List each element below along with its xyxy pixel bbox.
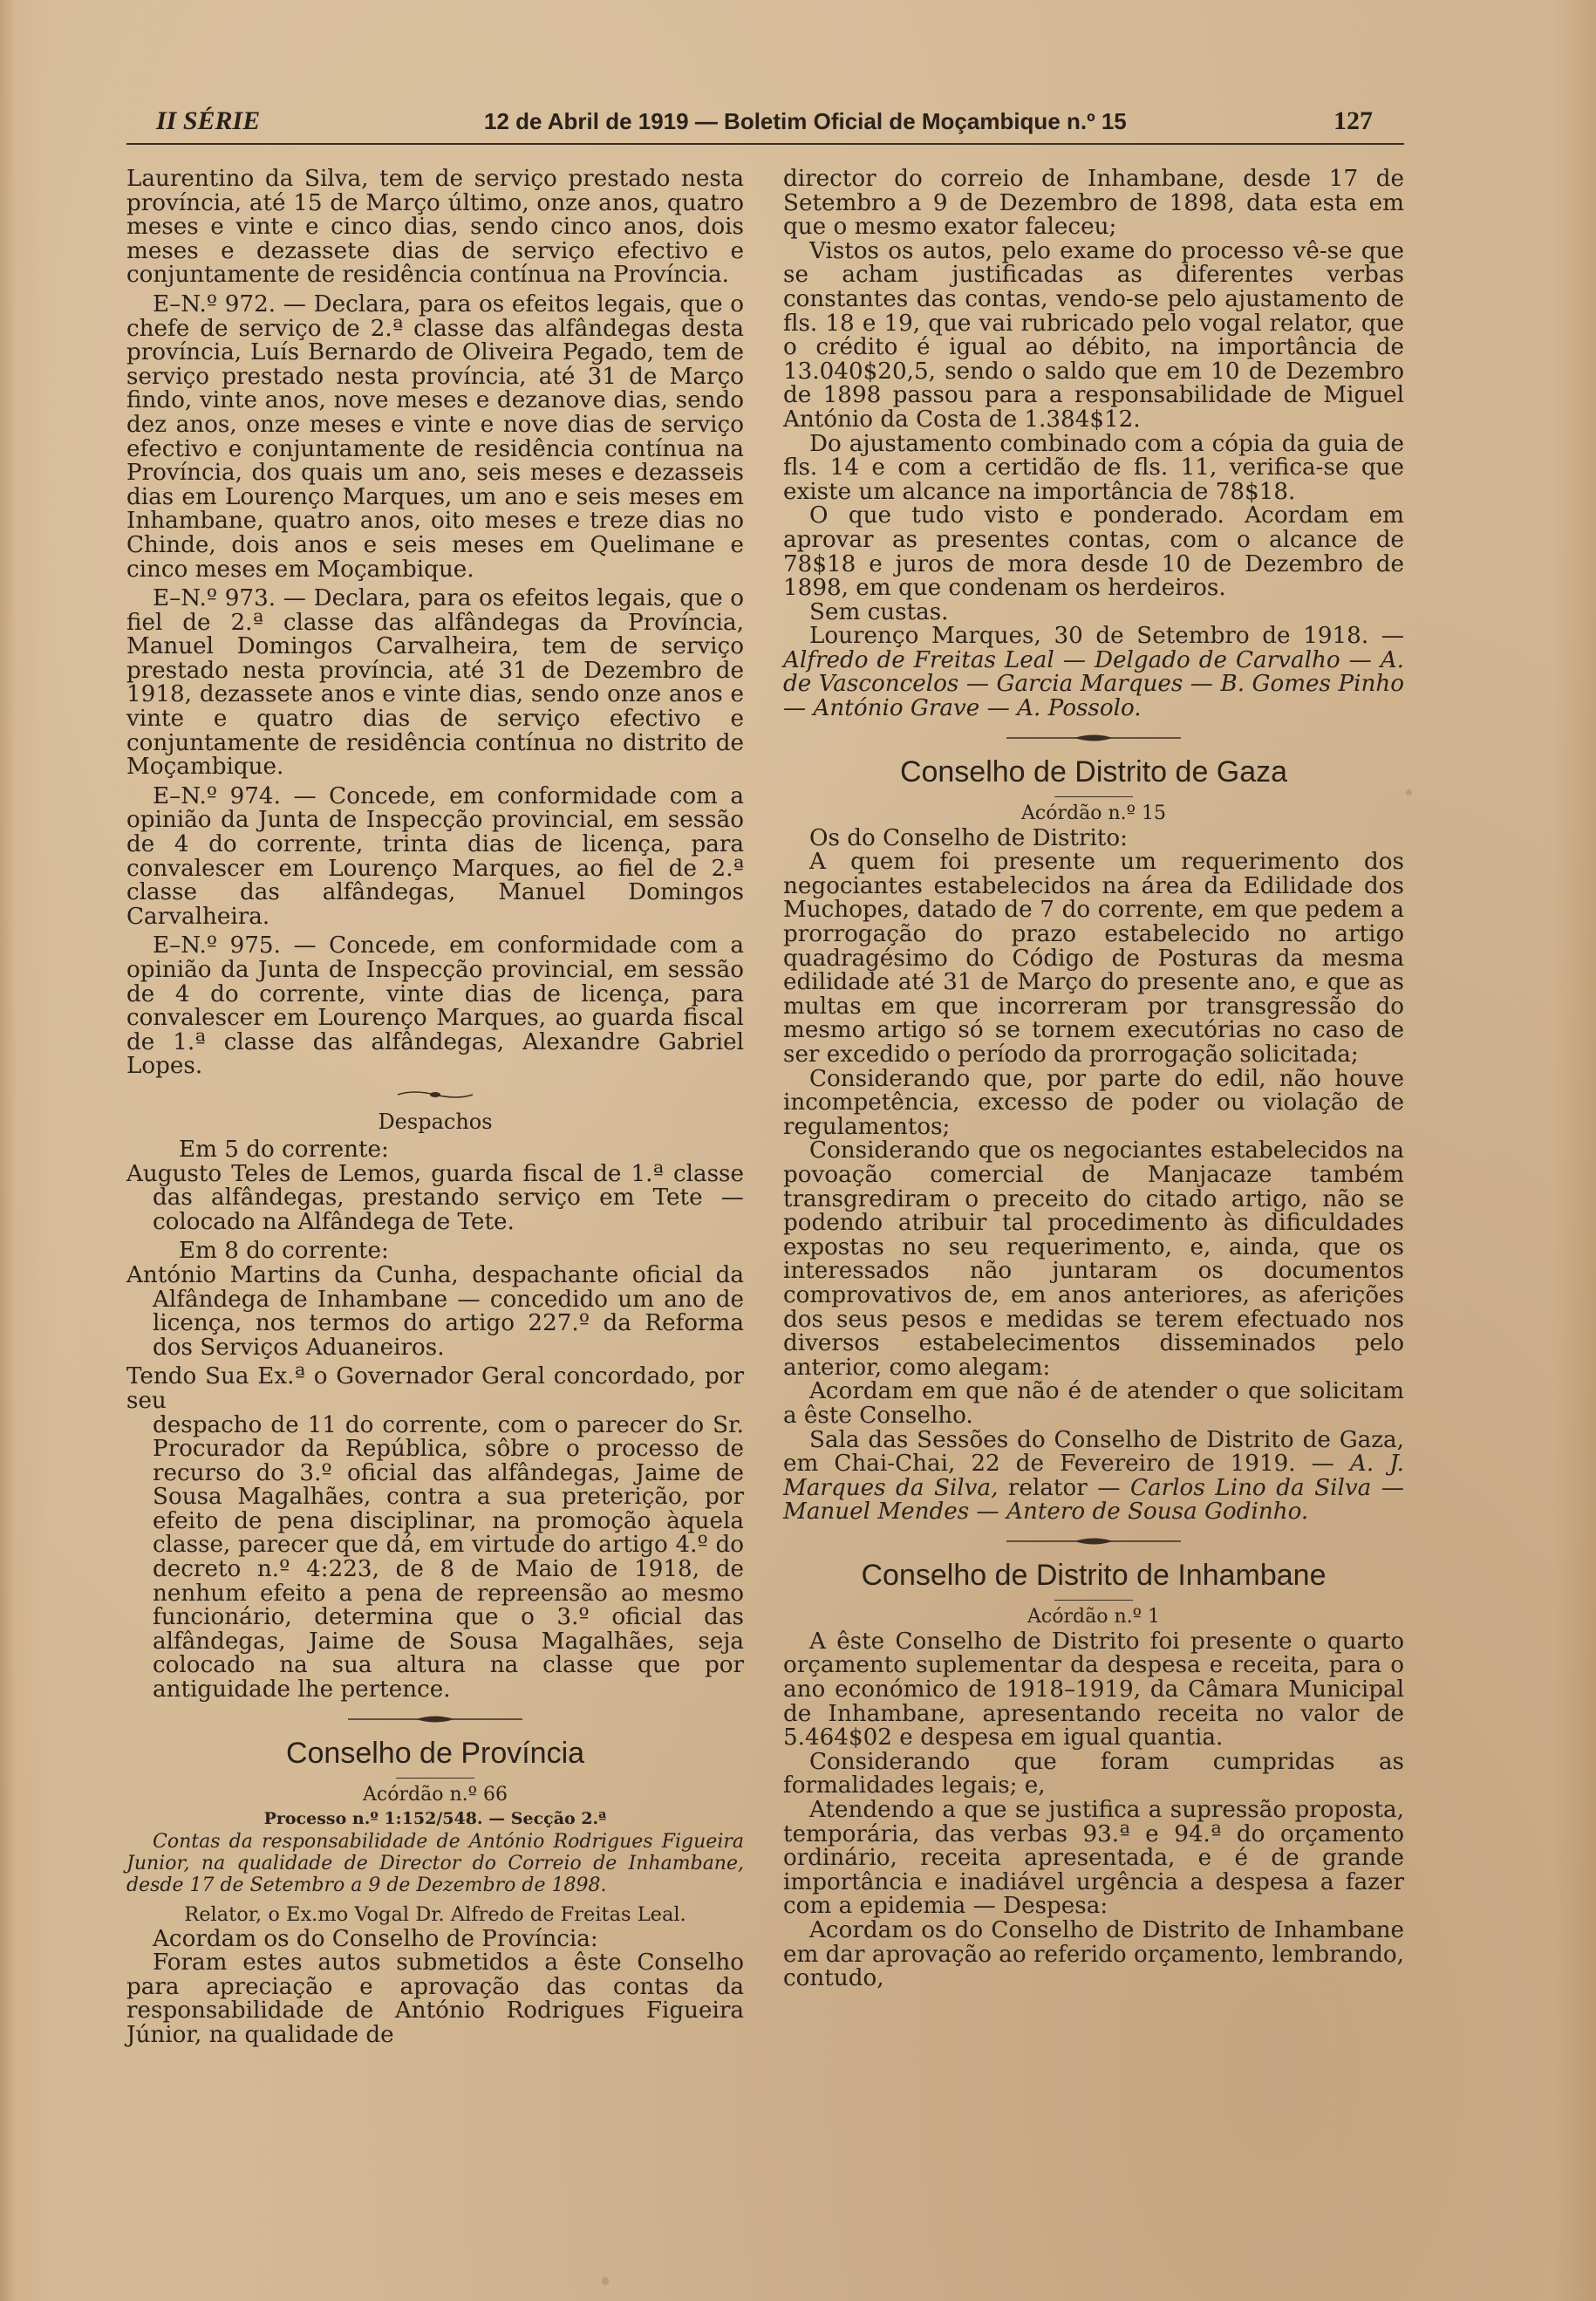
paragraph: A êste Conselho de Distrito foi presente o quarto orçamento suplementar da despesa e receita, para o ano económico de 1918–1919, da Câmara Municipal de Inhambane, apresentando receita no valor de 5.464$02 e despesa em igual quantia. xyxy=(783,1628,1404,1751)
ornament-divider xyxy=(1006,732,1181,744)
paragraph: Sem custas. xyxy=(809,598,949,625)
stain xyxy=(1406,789,1412,795)
paragraph: E–N.º 974. — Concede, em conformidade com a opinião da Junta de Inspecção provincial, em sessão de 4 do corrente, trinta dias de licença, para convalescer em Lourenço Marques, ao fiel de 2.ª classe das alfândegas, Manuel Domingos Carvalheira. xyxy=(126,782,744,930)
paragraph: E–N.º 973. — Declara, para os efeitos legais, que o fiel de 2.ª classe das alfândegas da Província, Manuel Domingos Carvalheira, tem de serviço prestado nesta província, até 31 de Dezembro de 1918, dezassete anos e vinte dias, sendo onze anos e vinte e quatro dias de serviço efectivo e conjuntamente de residência contínua no distrito de Moçambique. xyxy=(126,585,744,781)
signature-paragraph xyxy=(783,1426,1404,1526)
process-number: Processo n.º 1:152/548. — Secção 2.ª xyxy=(263,1808,607,1828)
section-title: Conselho de Distrito de Inhambane xyxy=(861,1558,1327,1592)
dispatch-text: despacho de 11 do corrente, com o parecer do Sr. Procurador da República, sôbre o processo de recurso do 3.º oficial das alfândegas, Jaime de Sousa Magalhães, contra a sua preterição, por efeito de pena disciplinar, na promoção àquela classe, parecer que dá, em virtude do artigo 4.º do decreto n.º 4:223, de 8 de Maio de 1918, de nenhum efeito a pena de repreensão ao mesmo funcionário, determina que o 3.º oficial das alfândegas, Jaime de Sousa Magalhães, seja colocado na sua altura na classe que por antiguidade lhe pertence. xyxy=(153,1411,744,1704)
paragraph: Considerando que os negociantes estabelecidos na povoação comercial de Manjacaze também transgrediram o preceito do citado artigo, não se podendo atribuir tal procedimento às dificuldades expostas no seu requerimento, e, ainda, que os interessados não juntaram os documentos comprovativos de, em anos anteriores, as aferições dos seus pesos e medidas se terem efectuado nos diversos estabelecimentos disseminados pelo anterior, como alegam: xyxy=(783,1137,1404,1381)
relator-line: Relator, o Ex.mo Vogal Dr. Alfredo de Freitas Leal. xyxy=(184,1902,686,1926)
dispatch-entry xyxy=(126,1261,744,1361)
paragraph: Acordam em que não é de atender o que solicitam a êste Conselho. xyxy=(783,1378,1404,1429)
left-column xyxy=(126,167,744,2048)
signatory: A. J. Marques da Silva, xyxy=(783,1451,1404,1501)
paragraph: E–N.º 972. — Declara, para os efeitos legais, que o chefe de serviço de 2.ª classe das alfândegas desta província, Luís Bernardo de Oliveira Pegado, tem de serviço prestado nesta província, até 31 de Março findo, vinte anos, nove meses e dezanove dias, sendo dez anos, onze meses e vinte e nove dias de serviço efectivo e conjuntamente de residência contínua na Província, dos quais um ano, seis meses e dezasseis dias em Lourenço Marques, um ano e seis meses em Inhambane, quatro anos, oito meses e treze dias no Chinde, dois anos e seis meses em Quelimane e cinco meses em Moçambique. xyxy=(126,290,744,583)
section-title: Despachos xyxy=(378,1109,493,1134)
role: relator — xyxy=(998,1474,1131,1501)
page-header xyxy=(126,103,1404,145)
right-column xyxy=(783,167,1404,1991)
paragraph: Acordam os do Conselho de Distrito de Inhambane em dar aprovação ao referido orçamento, lembrando, contudo, xyxy=(783,1917,1404,1992)
place-date: Lourenço Marques, 30 de Setembro de 1918. — xyxy=(809,623,1404,650)
dispatch-text: despachante oficial da Alfândega de Inhambane — concedido um ano de licença, nos termos do artigo 227.º da Reforma dos Serviços Aduaneiros. xyxy=(153,1261,744,1361)
acordao-number: Acórdão n.º 15 xyxy=(1021,802,1166,824)
section-title: Conselho de Distrito de Gaza xyxy=(899,754,1288,789)
dispatch-name: António Martins da Cunha, xyxy=(126,1261,459,1288)
paragraph: Laurentino da Silva, tem de serviço prestado nesta província, até 15 de Março último, onze anos, quatro meses e vinte e cinco dias, sendo cinco anos, dois meses e dezassete dias de serviço efectivo e conjuntamente de residência contínua na Província. xyxy=(126,166,744,289)
stain xyxy=(602,2277,609,2285)
paragraph: A quem foi presente um requerimento dos negociantes estabelecidos na área da Edilidade dos Muchopes, datado de 7 do corrente, em que pedem a prorrogação do prazo estabelecido no artigo quadragésimo do Código de Posturas da mesma edilidade até 31 de Março do presente ano, e que as multas em que incorreram por transgressão do mesmo artigo só se tornem executórias no caso de ser excedido o período da prorrogação solicitada; xyxy=(783,849,1404,1068)
header-title: 12 de Abril de 1919 — Boletim Oficial de Moçambique n.º 15 xyxy=(484,108,1127,134)
section-title: Conselho de Província xyxy=(285,1736,585,1770)
paragraph: Acordam os do Conselho de Província: xyxy=(153,1925,598,1952)
paragraph: Atendendo a que se justifica a supressão proposta, temporária, das verbas 93.ª e 94.ª do orçamento ordinário, receita apresentada, e é de grande importância e inadiável urgência a despesa a fazer com a epidemia — Despesa: xyxy=(783,1797,1404,1920)
place-date: Sala das Sessões do Conselho de Distrito de Gaza, em Chai-Chai, 22 de Fevereiro de 1919. — xyxy=(783,1426,1404,1478)
series-label: II SÉRIE xyxy=(156,106,261,135)
paragraph: E–N.º 975. — Concede, em conformidade com a opinião da Junta de Inspecção provincial, em sessão de 4 do corrente, vinte dias de licença, para convalescer em Lourenço Marques, ao guarda fiscal de 1.ª classe das alfândegas, Alexandre Gabriel Lopes. xyxy=(126,932,744,1080)
dispatch-first-line: Tendo Sua Ex.ª o Governador Geral concordado, por seu xyxy=(126,1363,744,1414)
dispatch-text: guarda fiscal de 1.ª classe das alfândegas, prestando serviço em Tete — colocado na Alfândega de Tete. xyxy=(153,1160,744,1235)
ornament-divider xyxy=(348,1713,522,1725)
paragraph: Considerando que foram cumpridas as formalidades legais; e, xyxy=(783,1748,1404,1799)
page-number: 127 xyxy=(1333,106,1373,135)
paragraph: Do ajustamento combinado com a cópia da guia de fls. 14 e com a certidão de fls. 11, verifica-se que existe um alcance na importância de 78$18. xyxy=(783,430,1404,505)
divider xyxy=(1054,1600,1133,1601)
paragraph: O que tudo visto e ponderado. Acordam em aprovar as presentes contas, com o alcance de 78$18 e juros de mora desde 10 de Dezembro de 1898, em que condenam os herdeiros. xyxy=(783,502,1404,602)
signature-paragraph xyxy=(783,625,1404,720)
paragraph: Vistos os autos, pelo exame do processo vê-se que se acham justificadas as diferentes verbas constantes das contas, vendo-se pelo ajustamento de fls. 18 e 19, que vai rubricado pelo vogal relator, que o crédito é igual ao débito, na importância de 13.040$20,5, sendo o saldo que em 10 de Dezembro de 1898 passou para a responsabilidade de Miguel António da Costa de 1.384$12. xyxy=(783,237,1404,433)
ornament-divider xyxy=(396,1089,474,1100)
case-summary: Contas da responsabilidade de António Rodrigues Figueira Junior, na qualidade de Director do Correio de Inhambane, desde 17 de Setembro a 9 de Dezembro de 1898. xyxy=(126,1830,744,1896)
dispatch-date: Em 5 do corrente: xyxy=(179,1136,389,1163)
signatories: Alfredo de Freitas Leal — Delgado de Carvalho — A. de Vasconcelos — Garcia Marques — B. Gomes Pinho — António Grave — A. Possolo. xyxy=(783,646,1404,722)
paragraph: Considerando que, por parte do edil, não houve incompetência, excesso de poder ou violação de regulamentos; xyxy=(783,1065,1404,1140)
divider xyxy=(396,1778,474,1779)
signatories: Carlos Lino da Silva — Manuel Mendes — Antero de Sousa Godinho. xyxy=(783,1474,1404,1526)
divider xyxy=(1054,796,1133,797)
dispatch-name: Augusto Teles de Lemos, xyxy=(126,1160,422,1187)
dispatch-date: Em 8 do corrente: xyxy=(179,1238,389,1265)
acordao-number: Acórdão n.º 66 xyxy=(363,1783,508,1806)
paragraph: Os do Conselho de Distrito: xyxy=(809,824,1128,851)
ornament-divider xyxy=(1006,1535,1181,1547)
paragraph: Foram estes autos submetidos a êste Conselho para apreciação e aprovação das contas da responsabilidade de António Rodrigues Figueira Júnior, na qualidade de xyxy=(126,1949,744,2048)
dispatch-entry xyxy=(126,1160,744,1235)
paragraph: director do correio de Inhambane, desde 17 de Setembro a 9 de Dezembro de 1898, data esta em que o mesmo exator faleceu; xyxy=(783,166,1404,241)
acordao-number: Acórdão n.º 1 xyxy=(1027,1605,1160,1628)
